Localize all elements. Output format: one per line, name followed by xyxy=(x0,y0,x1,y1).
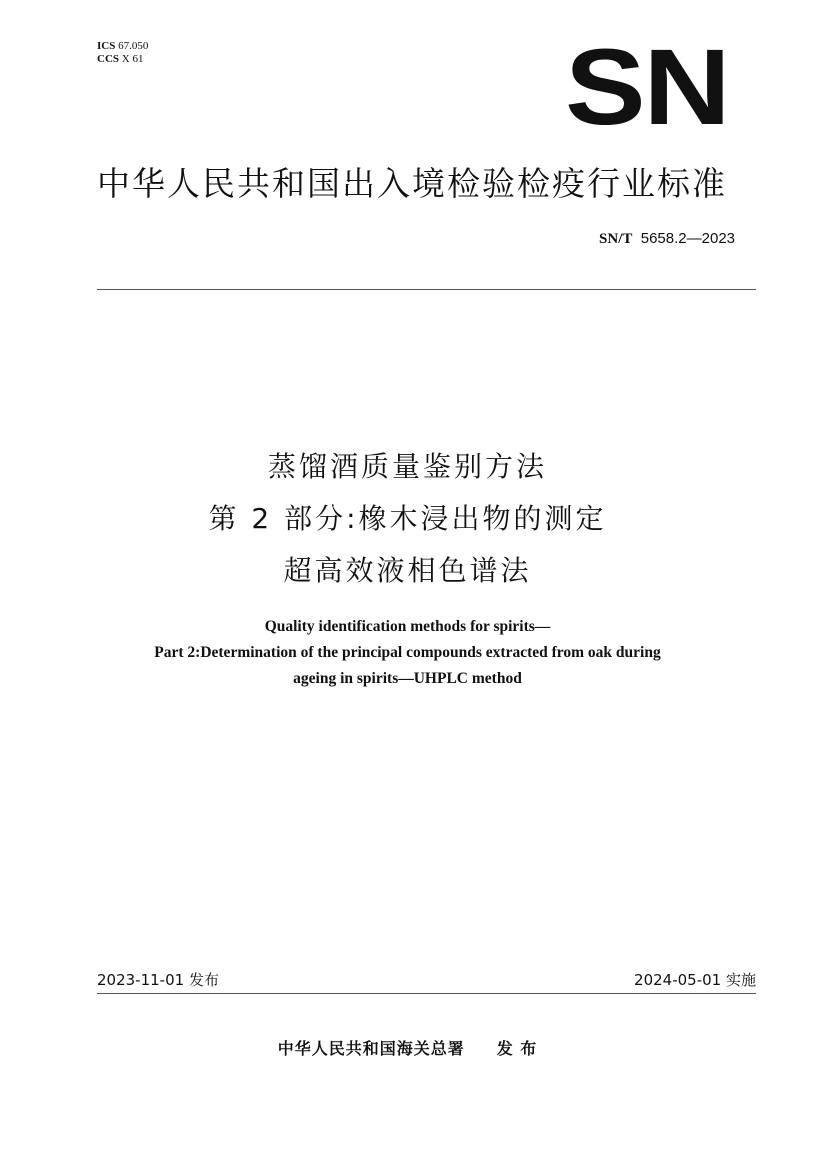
sn-logo: SN xyxy=(564,26,729,147)
bottom-divider xyxy=(97,993,756,994)
implement-date: 2024-05-01 实施 xyxy=(634,971,756,989)
release-date: 2023-11-01 发布 xyxy=(97,971,219,989)
title-cn-line-2: 第 2 部分:橡木浸出物的测定 xyxy=(208,502,607,535)
organization-title: 中华人民共和国出入境检验检疫行业标准 xyxy=(97,164,727,203)
standard-number: SN/T 5658.2—2023 xyxy=(599,230,735,247)
publish-word: 发 布 xyxy=(496,1039,538,1058)
publisher-line xyxy=(0,1036,815,1059)
ccs-line: CCS X 61 xyxy=(97,53,144,65)
classification-codes xyxy=(97,40,148,66)
top-divider xyxy=(97,289,756,290)
title-en-line-2: Part 2:Determination of the principal compounds extracted from oak during xyxy=(154,644,661,661)
title-en-line-3: ageing in spirits—UHPLC method xyxy=(293,670,522,687)
title-cn-line-3: 超高效液相色谱法 xyxy=(283,554,532,587)
title-en-line-1: Quality identification methods for spirits— xyxy=(264,618,551,635)
ics-line: ICS 67.050 xyxy=(97,40,149,52)
publisher-name: 中华人民共和国海关总署 xyxy=(277,1039,465,1058)
title-cn-line-1: 蒸馏酒质量鉴别方法 xyxy=(267,450,547,483)
